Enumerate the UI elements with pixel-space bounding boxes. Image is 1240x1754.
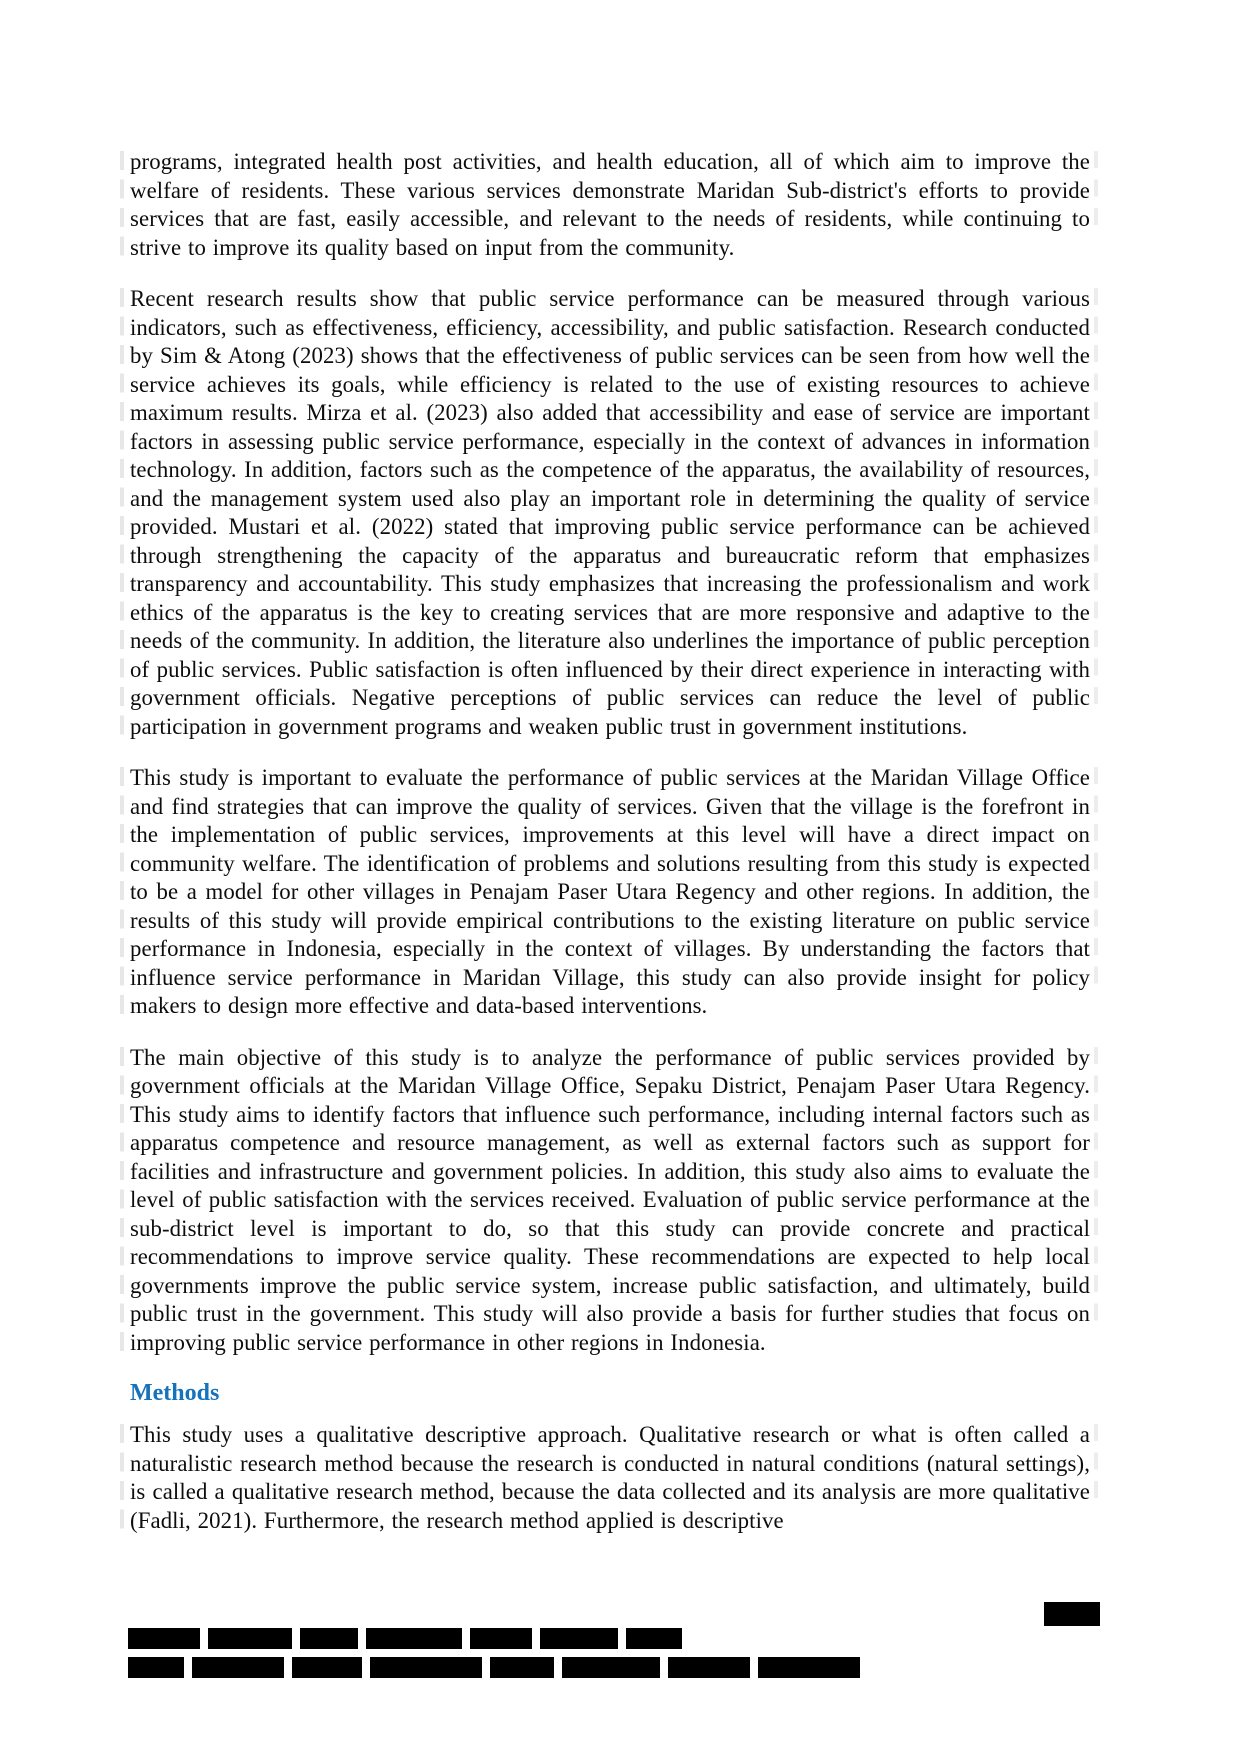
redaction-bar — [758, 1657, 860, 1678]
redacted-footer-line-1 — [128, 1628, 690, 1649]
body-paragraph-intro-services: programs, integrated health post activities, and health education, all of which aim to improve the welfare of residents. These various services demonstrate Maridan Sub-district's efforts to provide services that are fast, easily accessible, and relevant to the needs of residents, while continuing to strive to improve its quality based on input from the community. — [130, 148, 1090, 262]
redaction-bar — [540, 1628, 618, 1649]
redaction-bar — [300, 1628, 358, 1649]
redaction-bar — [370, 1657, 482, 1678]
redaction-bar — [562, 1657, 660, 1678]
redaction-bar — [470, 1628, 532, 1649]
redaction-bar — [128, 1628, 200, 1649]
redaction-bar — [208, 1628, 292, 1649]
redaction-bar — [366, 1628, 462, 1649]
body-paragraph-recent-research: Recent research results show that public service performance can be measured through various indicators, such as effectiveness, efficiency, accessibility, and public satisfaction. Research conducted by Sim & Atong (2023) shows that the effectiveness of public services can be seen from how well the service achieves its goals, while efficiency is related to the use of existing resources to achieve maximum results. Mirza et al. (2023) also added that accessibility and ease of service are important factors in assessing public service performance, especially in the context of advances in information technology. In addition, factors such as the competence of the apparatus, the availability of resources, and the management system used also play an important role in determining the quality of service provided. Mustari et al. (2022) stated that improving public service performance can be achieved through strengthening the capacity of the apparatus and bureaucratic reform that emphasizes transparency and accountability. This study emphasizes that increasing the professionalism and work ethics of the apparatus is the key to creating services that are more responsive and adaptive to the needs of the community. In addition, the literature also underlines the importance of public perception of public services. Public satisfaction is often influenced by their direct experience in interacting with government officials. Negative perceptions of public services can reduce the level of public participation in government programs and weaken public trust in government institutions. — [130, 285, 1090, 741]
redaction-bar — [626, 1628, 682, 1649]
body-paragraph-methods-approach: This study uses a qualitative descriptive approach. Qualitative research or what is often called a naturalistic research method because the research is conducted in natural conditions (natural settings), is called a qualitative research method, because the data collected and its analysis are more qualitative (Fadli, 2021). Furthermore, the research method applied is descriptive — [130, 1421, 1090, 1535]
redaction-bar — [490, 1657, 554, 1678]
redaction-bar — [192, 1657, 284, 1678]
methods-section-heading: Methods — [130, 1380, 220, 1406]
body-paragraph-main-objective: The main objective of this study is to analyze the performance of public services provided by government officials at the Maridan Village Office, Sepaku District, Penajam Paser Utara Regency. This study aims to identify factors that influence such performance, including internal factors such as apparatus competence and resource management, as well as external factors such as support for facilities and infrastructure and government policies. In addition, this study also aims to evaluate the level of public satisfaction with the services received. Evaluation of public service performance at the sub-district level is important to do, so that this study can provide concrete and practical recommendations to improve service quality. These recommendations are expected to help local governments improve the public service system, increase public satisfaction, and ultimately, build public trust in the government. This study will also provide a basis for further studies that focus on improving public service performance in other regions in Indonesia. — [130, 1044, 1090, 1358]
redaction-bar — [292, 1657, 362, 1678]
redacted-page-number-block — [1044, 1602, 1100, 1626]
redaction-bar — [128, 1657, 184, 1678]
body-paragraph-study-importance: This study is important to evaluate the performance of public services at the Maridan Village Office and find strategies that can improve the quality of services. Given that the village is the forefront in the implementation of public services, improvements at this level will have a direct impact on community welfare. The identification of problems and solutions resulting from this study is expected to be a model for other villages in Penajam Paser Utara Regency and other regions. In addition, the results of this study will provide empirical contributions to the existing literature on public service performance in Indonesia, especially in the context of villages. By understanding the factors that influence service performance in Maridan Village, this study can also provide insight for policy makers to design more effective and data-based interventions. — [130, 764, 1090, 1021]
redacted-footer-line-2 — [128, 1657, 868, 1678]
article-body — [130, 148, 1090, 1535]
redaction-bar — [668, 1657, 750, 1678]
